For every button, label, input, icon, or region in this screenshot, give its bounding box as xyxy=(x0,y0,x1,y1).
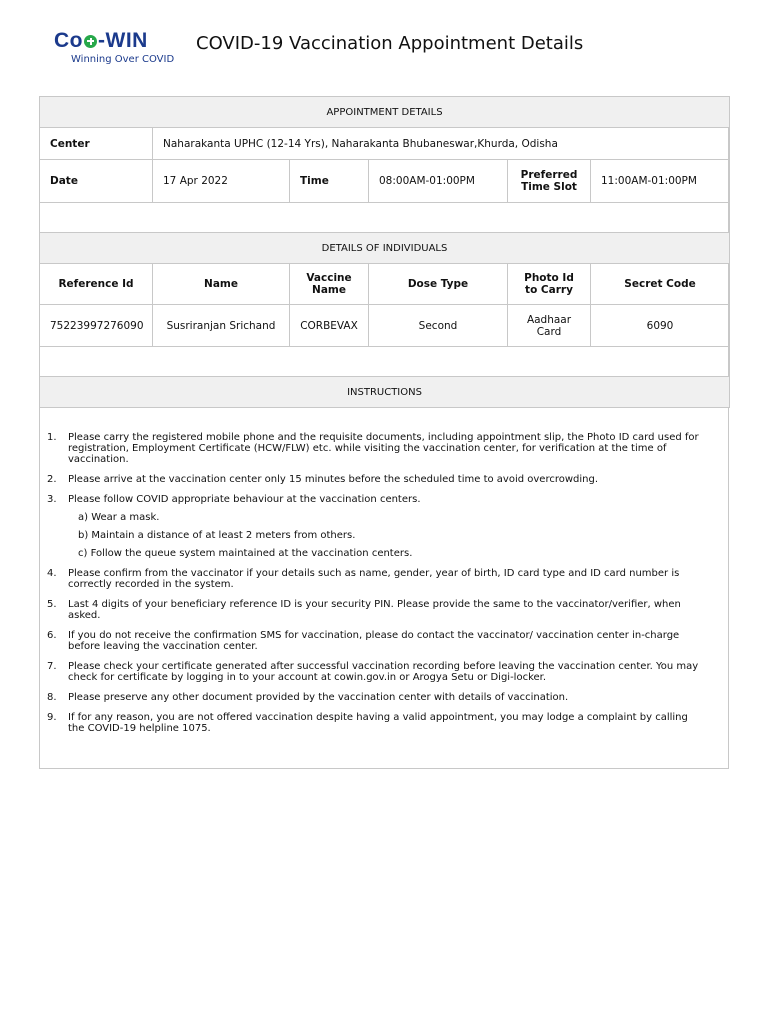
preferred-slot-value: 11:00AM-01:00PM xyxy=(591,160,730,203)
beneficiary-name: Susriranjan Srichand xyxy=(153,305,290,347)
instructions-header xyxy=(40,377,730,408)
individuals-column-headers xyxy=(40,264,730,305)
list-item: 3. Please follow COVID appropriate behaviour at the vaccination centers. a) Wear a mask. b) Maintain a distance of at least 2 meters from others. c) Follow the queue system maintained at the vaccination centers. xyxy=(47,494,707,559)
table-row xyxy=(40,305,730,347)
column-header: Vaccine Name xyxy=(290,264,369,305)
spacer-row xyxy=(40,203,730,233)
appointment-details-header xyxy=(40,97,730,128)
list-item: 7. Please check your certificate generated after successful vaccination recording before leaving the vaccination center. You may check for certificate by logging in to your account at cowin.gov.in or Arogya Setu or Digi-locker. xyxy=(47,661,699,683)
cowin-logo xyxy=(54,30,184,65)
secret-code: 6090 xyxy=(591,305,730,347)
plus-icon xyxy=(84,35,97,48)
column-header: Photo Id to Carry xyxy=(508,264,591,305)
page-title: COVID-19 Vaccination Appointment Details xyxy=(196,33,584,54)
individuals-header xyxy=(40,233,730,264)
center-value: Naharakanta UPHC (12-14 Yrs), Naharakanta Bhubaneswar,Khurda, Odisha xyxy=(153,128,730,160)
column-header: Dose Type xyxy=(369,264,508,305)
vaccine-name: CORBEVAX xyxy=(290,305,369,347)
preferred-slot-label: Preferred Time Slot xyxy=(508,160,591,203)
spacer-row xyxy=(40,347,730,377)
reference-id: 75223997276090 xyxy=(40,305,153,347)
column-header: Secret Code xyxy=(591,264,730,305)
page-header xyxy=(0,0,768,90)
list-item: 6. If you do not receive the confirmation SMS for vaccination, please do contact the vaccinator/ vaccination center in-charge before leaving the vaccination center. xyxy=(47,630,680,652)
sub-item: a) Wear a mask. xyxy=(78,512,160,523)
section-title: DETAILS OF INDIVIDUALS xyxy=(40,233,730,264)
sub-item: c) Follow the queue system maintained at the vaccination centers. xyxy=(78,548,413,559)
list-item: 9. If for any reason, you are not offered vaccination despite having a valid appointment, you may lodge a complaint by calling the COVID-19 helpline 1075. xyxy=(47,712,688,734)
section-title: APPOINTMENT DETAILS xyxy=(40,97,730,128)
section-title: INSTRUCTIONS xyxy=(40,377,730,408)
instructions-list xyxy=(47,432,707,743)
logo-text-co: Co xyxy=(54,29,83,52)
center-label: Center xyxy=(40,128,153,160)
date-label: Date xyxy=(40,160,153,203)
logo-text-win: -WIN xyxy=(98,29,148,52)
sub-list xyxy=(78,512,707,559)
logo-tagline: Winning Over COVID xyxy=(71,54,175,65)
photo-id: Aadhaar Card xyxy=(508,305,591,347)
list-item: 4. Please confirm from the vaccinator if your details such as name, gender, year of birth, ID card type and ID card number is correctly recorded in the system. xyxy=(47,568,680,590)
list-item: 2. Please arrive at the vaccination center only 15 minutes before the scheduled time to avoid overcrowding. xyxy=(47,474,599,485)
time-label: Time xyxy=(290,160,369,203)
dose-type: Second xyxy=(369,305,508,347)
date-time-row xyxy=(40,160,730,203)
date-value: 17 Apr 2022 xyxy=(153,160,290,203)
list-item: 1. Please carry the registered mobile phone and the requisite documents, including appointment slip, the Photo ID card used for registration, Employment Certificate (HCW/FLW) etc. while visiting the vaccination center, for verification at the time of vaccination. xyxy=(47,432,699,465)
appointment-table xyxy=(39,96,730,408)
column-header: Reference Id xyxy=(40,264,153,305)
list-item: 5. Last 4 digits of your beneficiary reference ID is your security PIN. Please provide the same to the vaccinator/verifier, when asked. xyxy=(47,599,681,621)
sub-item: b) Maintain a distance of at least 2 meters from others. xyxy=(78,530,356,541)
column-header: Name xyxy=(153,264,290,305)
list-item: 8. Please preserve any other document provided by the vaccination center with details of vaccination. xyxy=(47,692,569,703)
center-row xyxy=(40,128,730,160)
time-value: 08:00AM-01:00PM xyxy=(369,160,508,203)
